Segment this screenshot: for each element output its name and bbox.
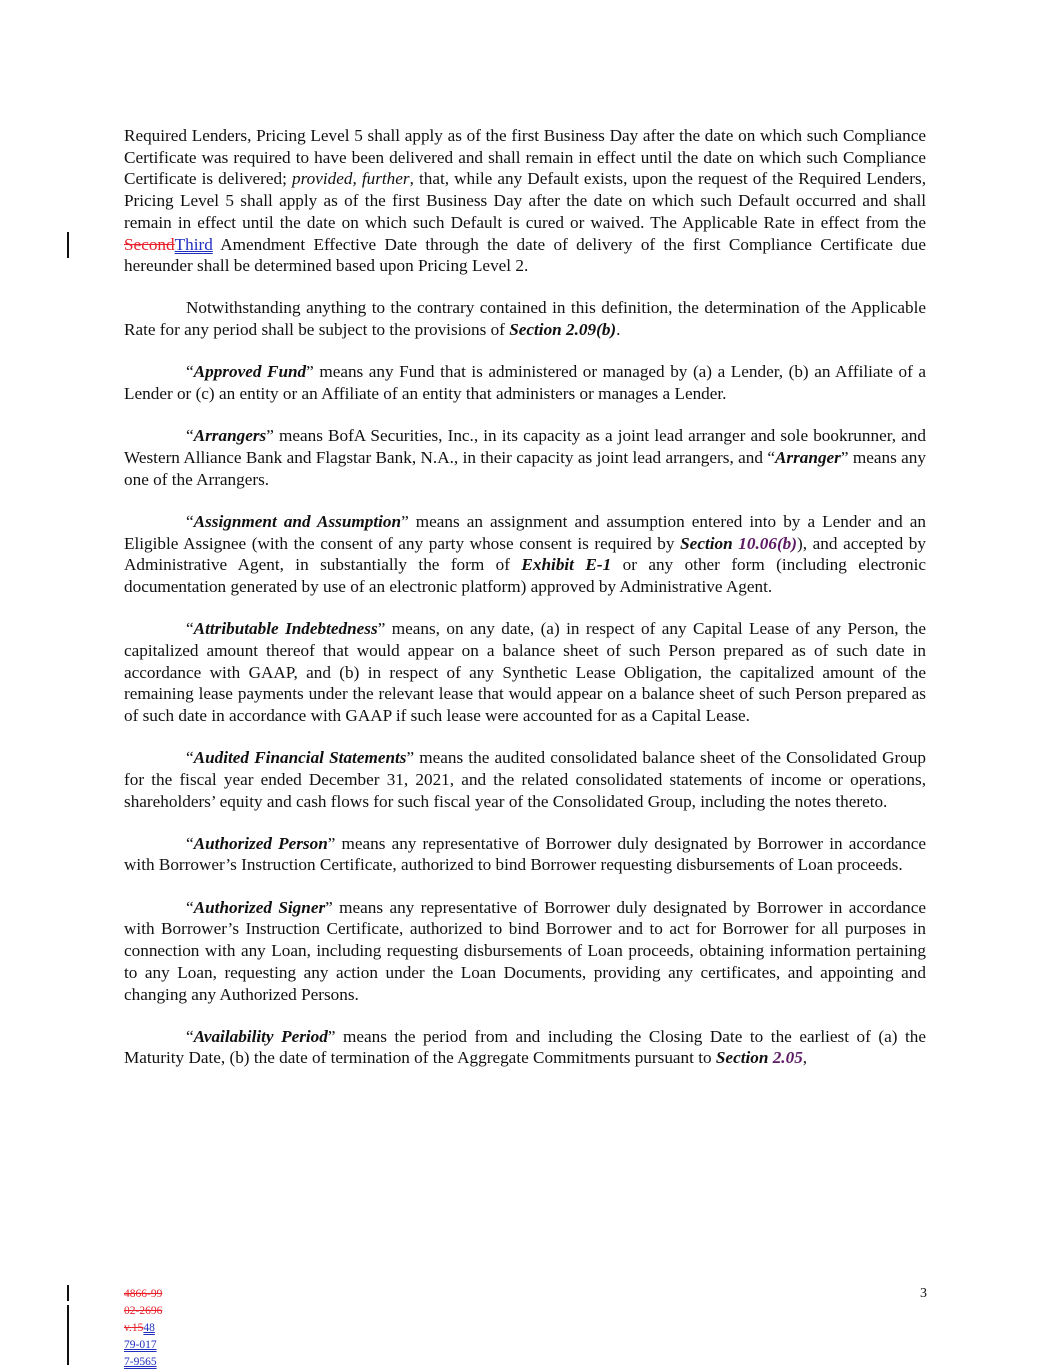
deleted-text: Second	[124, 234, 175, 254]
italic-phrase: provided, further	[291, 169, 410, 189]
doc-id-line	[124, 1320, 162, 1337]
defined-term: Assignment and Assumption	[193, 511, 402, 531]
defined-term: Arrangers	[193, 426, 267, 446]
section-reference-label: Section	[715, 1048, 773, 1068]
document-page	[124, 125, 926, 1090]
definition-approved-fund: “Approved Fund” means any Fund that is administered or managed by (a) a Lender, (b) an Affiliate of a Lender or (c) an entity or an Affiliate of an entity that administers or manages a Lender.	[124, 362, 926, 404]
defined-term: Authorized Person	[193, 833, 328, 853]
deleted-doc-id-fragment: v.15	[124, 1322, 144, 1334]
definition-authorized-person: “Authorized Person” means any representative of Borrower duly designated by Borrower in accordance with Borrower’s Instruction Certificate, authorized to bind Borrower requesting disbursements of Loan proceeds.	[124, 833, 926, 875]
inserted-doc-id-line: 7-9565	[124, 1356, 157, 1368]
change-bar	[67, 232, 69, 258]
section-reference-label: Section	[680, 533, 739, 553]
document-id-footer	[124, 1286, 162, 1371]
page-number: 3	[920, 1286, 927, 1301]
inserted-doc-id-line: 79-017	[124, 1339, 157, 1351]
defined-term: Approved Fund	[193, 362, 307, 382]
defined-term: Availability Period	[193, 1026, 328, 1046]
defined-term: Arranger	[774, 447, 841, 467]
section-reference: Section 2.09(b)	[509, 320, 617, 340]
definition-assignment-and-assumption: “Assignment and Assumption” means an assignment and assumption entered into by a Lender and an Eligible Assignee (with the consent of any party whose consent is required by Section 10.06(b)), and accepted by Administrative Agent, in substantially the form of Exhibit E-1 or any other form (including electronic documentation generated by use of an electronic platform) approved by Administrative Agent.	[124, 511, 927, 596]
definition-arrangers: “Arrangers” means BofA Securities, Inc., in its capacity as a joint lead arranger and sole bookrunner, and Western Alliance Bank and Flagstar Bank, N.A., in their capacity as joint lead arrangers, and “Arranger” means any one of the Arrangers.	[124, 426, 926, 489]
section-reference-link[interactable]: 2.05	[772, 1048, 803, 1068]
inserted-doc-id-fragment: 48	[143, 1322, 155, 1334]
definition-authorized-signer: “Authorized Signer” means any representative of Borrower duly designated by Borrower in accordance with Borrower’s Instruction Certificate, authorized to bind Borrower and to act for Borrower for all purposes in connection with any Loan, including requesting disbursements of Loan proceeds, obtaining information pertaining to any Loan, requesting any action under the Loan Documents, providing any certificates, and appointing and changing any Authorized Persons.	[124, 897, 926, 1004]
section-reference-link[interactable]: 10.06(b)	[738, 533, 797, 553]
deleted-doc-id-line: 02-2696	[124, 1305, 163, 1317]
change-bar	[67, 1285, 69, 1301]
paragraph-notwithstanding: Notwithstanding anything to the contrary contained in this definition, the determination of the Applicable Rate for any period shall be subject to the provisions of Section 2.09(b).	[124, 298, 926, 340]
defined-term: Attributable Indebtedness	[193, 619, 378, 639]
defined-term: Authorized Signer	[193, 897, 326, 917]
definition-availability-period: “Availability Period” means the period from and including the Closing Date to the earliest of (a) the Maturity Date, (b) the date of termination of the Aggregate Commitments pursuant to Section 2.05,	[124, 1026, 927, 1068]
deleted-doc-id-line: 4866-99	[124, 1288, 163, 1300]
definition-attributable-indebtedness: “Attributable Indebtedness” means, on any date, (a) in respect of any Capital Lease of any Person, the capitalized amount thereof that would appear on a balance sheet of such Person prepared as of such date in accordance with GAAP, and (b) in respect of any Synthetic Lease Obligation, the capitalized amount of the remaining lease payments under the relevant lease that would appear on a balance sheet of such Person prepared as of such date in accordance with GAAP if such lease were accounted for as a Capital Lease.	[124, 619, 927, 725]
inserted-text: Third	[174, 234, 213, 254]
paragraph-applicable-rate-continued: Required Lenders, Pricing Level 5 shall apply as of the first Business Day after the date on which such Compliance Certificate was required to have been delivered and shall remain in effect until the date on which such Compliance Certificate is delivered; provided, further, that, while any Default exists, upon the request of the Required Lenders, Pricing Level 5 shall apply as of the first Business Day after the date on which such Default occurred and shall remain in effect until the date on which such Default is cured or waived. The Applicable Rate in effect from the SecondThird Amendment Effective Date through the date of delivery of the first Compliance Certificate due hereunder shall be determined based upon Pricing Level 2.	[124, 126, 926, 276]
defined-term: Audited Financial Statements	[193, 748, 407, 768]
definition-audited-financial-statements: “Audited Financial Statements” means the audited consolidated balance sheet of the Consolidated Group for the fiscal year ended December 31, 2021, and the related consolidated statements of income or operations, shareholders’ equity and cash flows for such fiscal year of the Consolidated Group, including the notes thereto.	[124, 748, 926, 811]
change-bar	[67, 1305, 69, 1365]
exhibit-reference: Exhibit E-1	[521, 555, 612, 575]
